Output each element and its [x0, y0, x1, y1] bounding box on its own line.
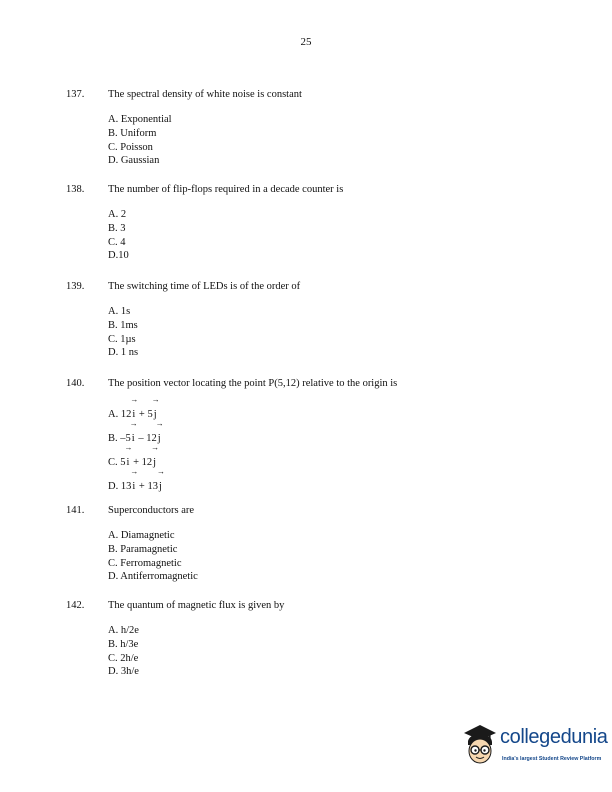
coefficient: –5 [120, 433, 131, 444]
question-138 [66, 183, 566, 263]
page-number: 25 [300, 36, 312, 48]
option-b [108, 426, 566, 450]
operator: + [133, 457, 139, 468]
question-text: The switching time of LEDs is of the order of [108, 281, 301, 292]
question-number: 142. [66, 600, 85, 611]
option-a: A. 1s [108, 306, 131, 317]
coefficient: 12 [141, 457, 153, 468]
question-text: The number of flip-flops required in a decade counter is [108, 184, 344, 195]
question-139 [66, 280, 566, 360]
logo-tagline: India's largest Student Review Platform [502, 756, 602, 762]
option-b: B. 1ms [108, 319, 138, 331]
options-list [108, 305, 566, 360]
operator: – [138, 433, 144, 444]
unit-vector-i: → i [126, 452, 131, 474]
unit-vector-i: → i [131, 476, 136, 498]
coefficient: 13 [147, 481, 158, 492]
question-140 [66, 377, 566, 498]
options-list [108, 529, 566, 584]
unit-vector-j: → j [152, 452, 157, 474]
option-a: A. Exponential [108, 114, 172, 125]
option-c: C. 2h/e [108, 652, 139, 664]
option-b: B. Uniform [108, 127, 157, 139]
operator: + [138, 409, 145, 420]
question-number: 140. [66, 378, 85, 389]
coefficient: 13 [120, 481, 132, 492]
option-label: D. [108, 481, 119, 492]
unit-vector-i: → i [131, 404, 136, 426]
question-text: The spectral density of white noise is constant [108, 89, 302, 100]
option-d [108, 474, 566, 498]
option-d: D.10 [108, 250, 129, 262]
option-label: A. [108, 409, 119, 420]
coefficient: 5 [120, 457, 126, 468]
question-text: The quantum of magnetic flux is given by [108, 600, 285, 611]
collegedunia-logo [462, 724, 608, 772]
question-number: 137. [66, 89, 85, 100]
option-b: B. Paramagnetic [108, 543, 178, 555]
coefficient: 5 [147, 409, 153, 420]
unit-vector-j: → j [157, 428, 162, 450]
question-142 [66, 599, 566, 679]
question-141 [66, 504, 566, 584]
option-c [108, 450, 566, 474]
option-label: C. [108, 457, 118, 468]
option-d: D. 3h/e [108, 666, 139, 678]
unit-vector-j: → j [153, 404, 158, 426]
unit-vector-i: → i [131, 428, 136, 450]
option-a: A. h/2e [108, 625, 139, 636]
operator: + [138, 481, 145, 492]
options-list [108, 402, 566, 498]
option-d: D. Antiferromagnetic [108, 571, 198, 583]
option-b: B. h/3e [108, 638, 139, 650]
unit-vector-j: → j [158, 476, 163, 498]
option-b: B. 3 [108, 222, 126, 234]
options-list [108, 208, 566, 263]
options-list [108, 624, 566, 679]
logo-wordmark: collegedunia [500, 726, 608, 748]
option-d: D. Gaussian [108, 155, 160, 167]
question-number: 141. [66, 505, 85, 516]
option-c: C. 4 [108, 236, 126, 248]
option-c: C. Poisson [108, 141, 153, 153]
option-c: C. 1µs [108, 333, 136, 345]
coefficient: 12 [120, 409, 132, 420]
question-number: 138. [66, 184, 85, 195]
options-list [108, 113, 566, 168]
option-label: B. [108, 433, 118, 444]
option-c: C. Ferromagnetic [108, 557, 182, 569]
mascot-icon [462, 724, 498, 770]
question-text: Superconductors are [108, 505, 195, 516]
option-a: A. 2 [108, 209, 127, 220]
question-number: 139. [66, 281, 85, 292]
question-137 [66, 88, 566, 168]
option-a [108, 402, 566, 426]
option-d: D. 1 ns [108, 347, 139, 359]
question-text: The position vector locating the point P(5,12) relative to the origin is [108, 378, 398, 389]
coefficient: 12 [146, 433, 157, 444]
option-a: A. Diamagnetic [108, 530, 175, 541]
